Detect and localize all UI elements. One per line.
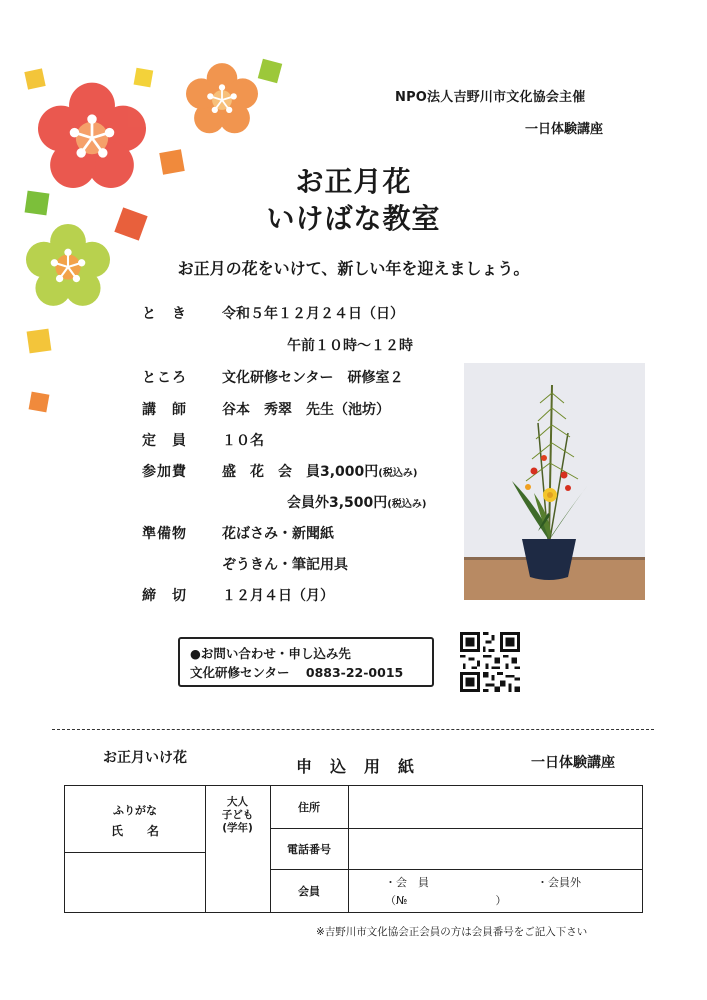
member-option-label: ・会 員 [385, 876, 429, 889]
course-type-text: 一日体験講座 [525, 122, 604, 137]
organizer-text: NPO法人吉野川市文化協会主催 [395, 90, 586, 105]
furigana-label: ふりがな [113, 804, 157, 817]
member-option[interactable] [385, 874, 506, 908]
when-date: 令和５年１２月２４日（日） [222, 306, 404, 322]
deadline-value: １２月４日（月） [222, 588, 334, 604]
phone-input-area[interactable] [349, 829, 642, 869]
contact-line [190, 663, 422, 682]
where-value: 文化研修センター 研修室２ [222, 370, 404, 386]
orange-plum-flower-icon [186, 63, 258, 133]
cut-line [52, 729, 654, 730]
items-label: 準備物 [142, 526, 187, 542]
contact-phone[interactable]: 0883-22-0015 [305, 665, 404, 680]
fee-nonmember-label: 会員外 [287, 495, 329, 511]
fee-nonmember-value: 3,500円 [329, 495, 388, 511]
title-line-1: お正月花 [295, 165, 412, 198]
qr-code[interactable] [460, 632, 520, 692]
items-line-1: 花ばさみ・新聞紙 [222, 526, 334, 542]
member-label: 会員 [298, 885, 320, 898]
fee-member-value: 3,000円 [320, 464, 379, 480]
member-number-field[interactable]: （№ ） [385, 894, 507, 907]
form-footnote: ※吉野川市文化協会正会員の方は会員番号をご記入下さい [316, 926, 588, 938]
contact-name: 文化研修センター [190, 665, 290, 680]
teacher-label: 講 師 [142, 402, 187, 418]
items-line-2: ぞうきん・筆記用具 [222, 557, 348, 573]
child-label: 子ども [221, 809, 254, 821]
address-input-area[interactable] [349, 786, 642, 828]
ikebana-photo [464, 363, 645, 600]
form-center-title: 申 込 用 紙 [296, 757, 416, 776]
contact-box [178, 637, 434, 687]
address-label: 住所 [298, 801, 320, 814]
contact-heading: ●お問い合わせ・申し込み先 [190, 646, 351, 661]
adult-label: 大人 [227, 796, 248, 808]
where-label: ところ [142, 370, 187, 386]
capacity-value: １０名 [222, 433, 264, 449]
fee-member-row [222, 461, 417, 481]
teacher-value: 谷本 秀翠 先生（池坊） [222, 402, 390, 418]
grade-label: (学年) [222, 822, 253, 834]
capacity-label: 定 員 [142, 433, 187, 449]
fee-nonmember-tax: (税込み) [387, 499, 427, 510]
age-category-label [205, 796, 270, 835]
deadline-label: 締 切 [142, 588, 187, 604]
subtitle: お正月の花をいけて、新しい年を迎えましょう。 [177, 259, 530, 278]
fee-label: 参加費 [142, 464, 187, 480]
title-line-2: いけばな教室 [266, 202, 441, 235]
name-label: 氏 名 [110, 824, 159, 838]
when-label: と き [142, 306, 187, 322]
fee-nonmember-row [287, 492, 426, 512]
form-right-title: 一日体験講座 [531, 755, 615, 771]
fee-member-label: 盛 花 会 員 [222, 464, 320, 480]
when-time: 午前１０時～１２時 [287, 338, 413, 354]
application-form-table [64, 785, 643, 913]
name-input-area[interactable] [65, 853, 205, 912]
fee-member-tax: (税込み) [378, 468, 418, 479]
nonmember-option[interactable]: ・会員外 [537, 876, 581, 889]
phone-label: 電話番号 [287, 843, 331, 856]
form-left-title: お正月いけ花 [103, 750, 187, 766]
